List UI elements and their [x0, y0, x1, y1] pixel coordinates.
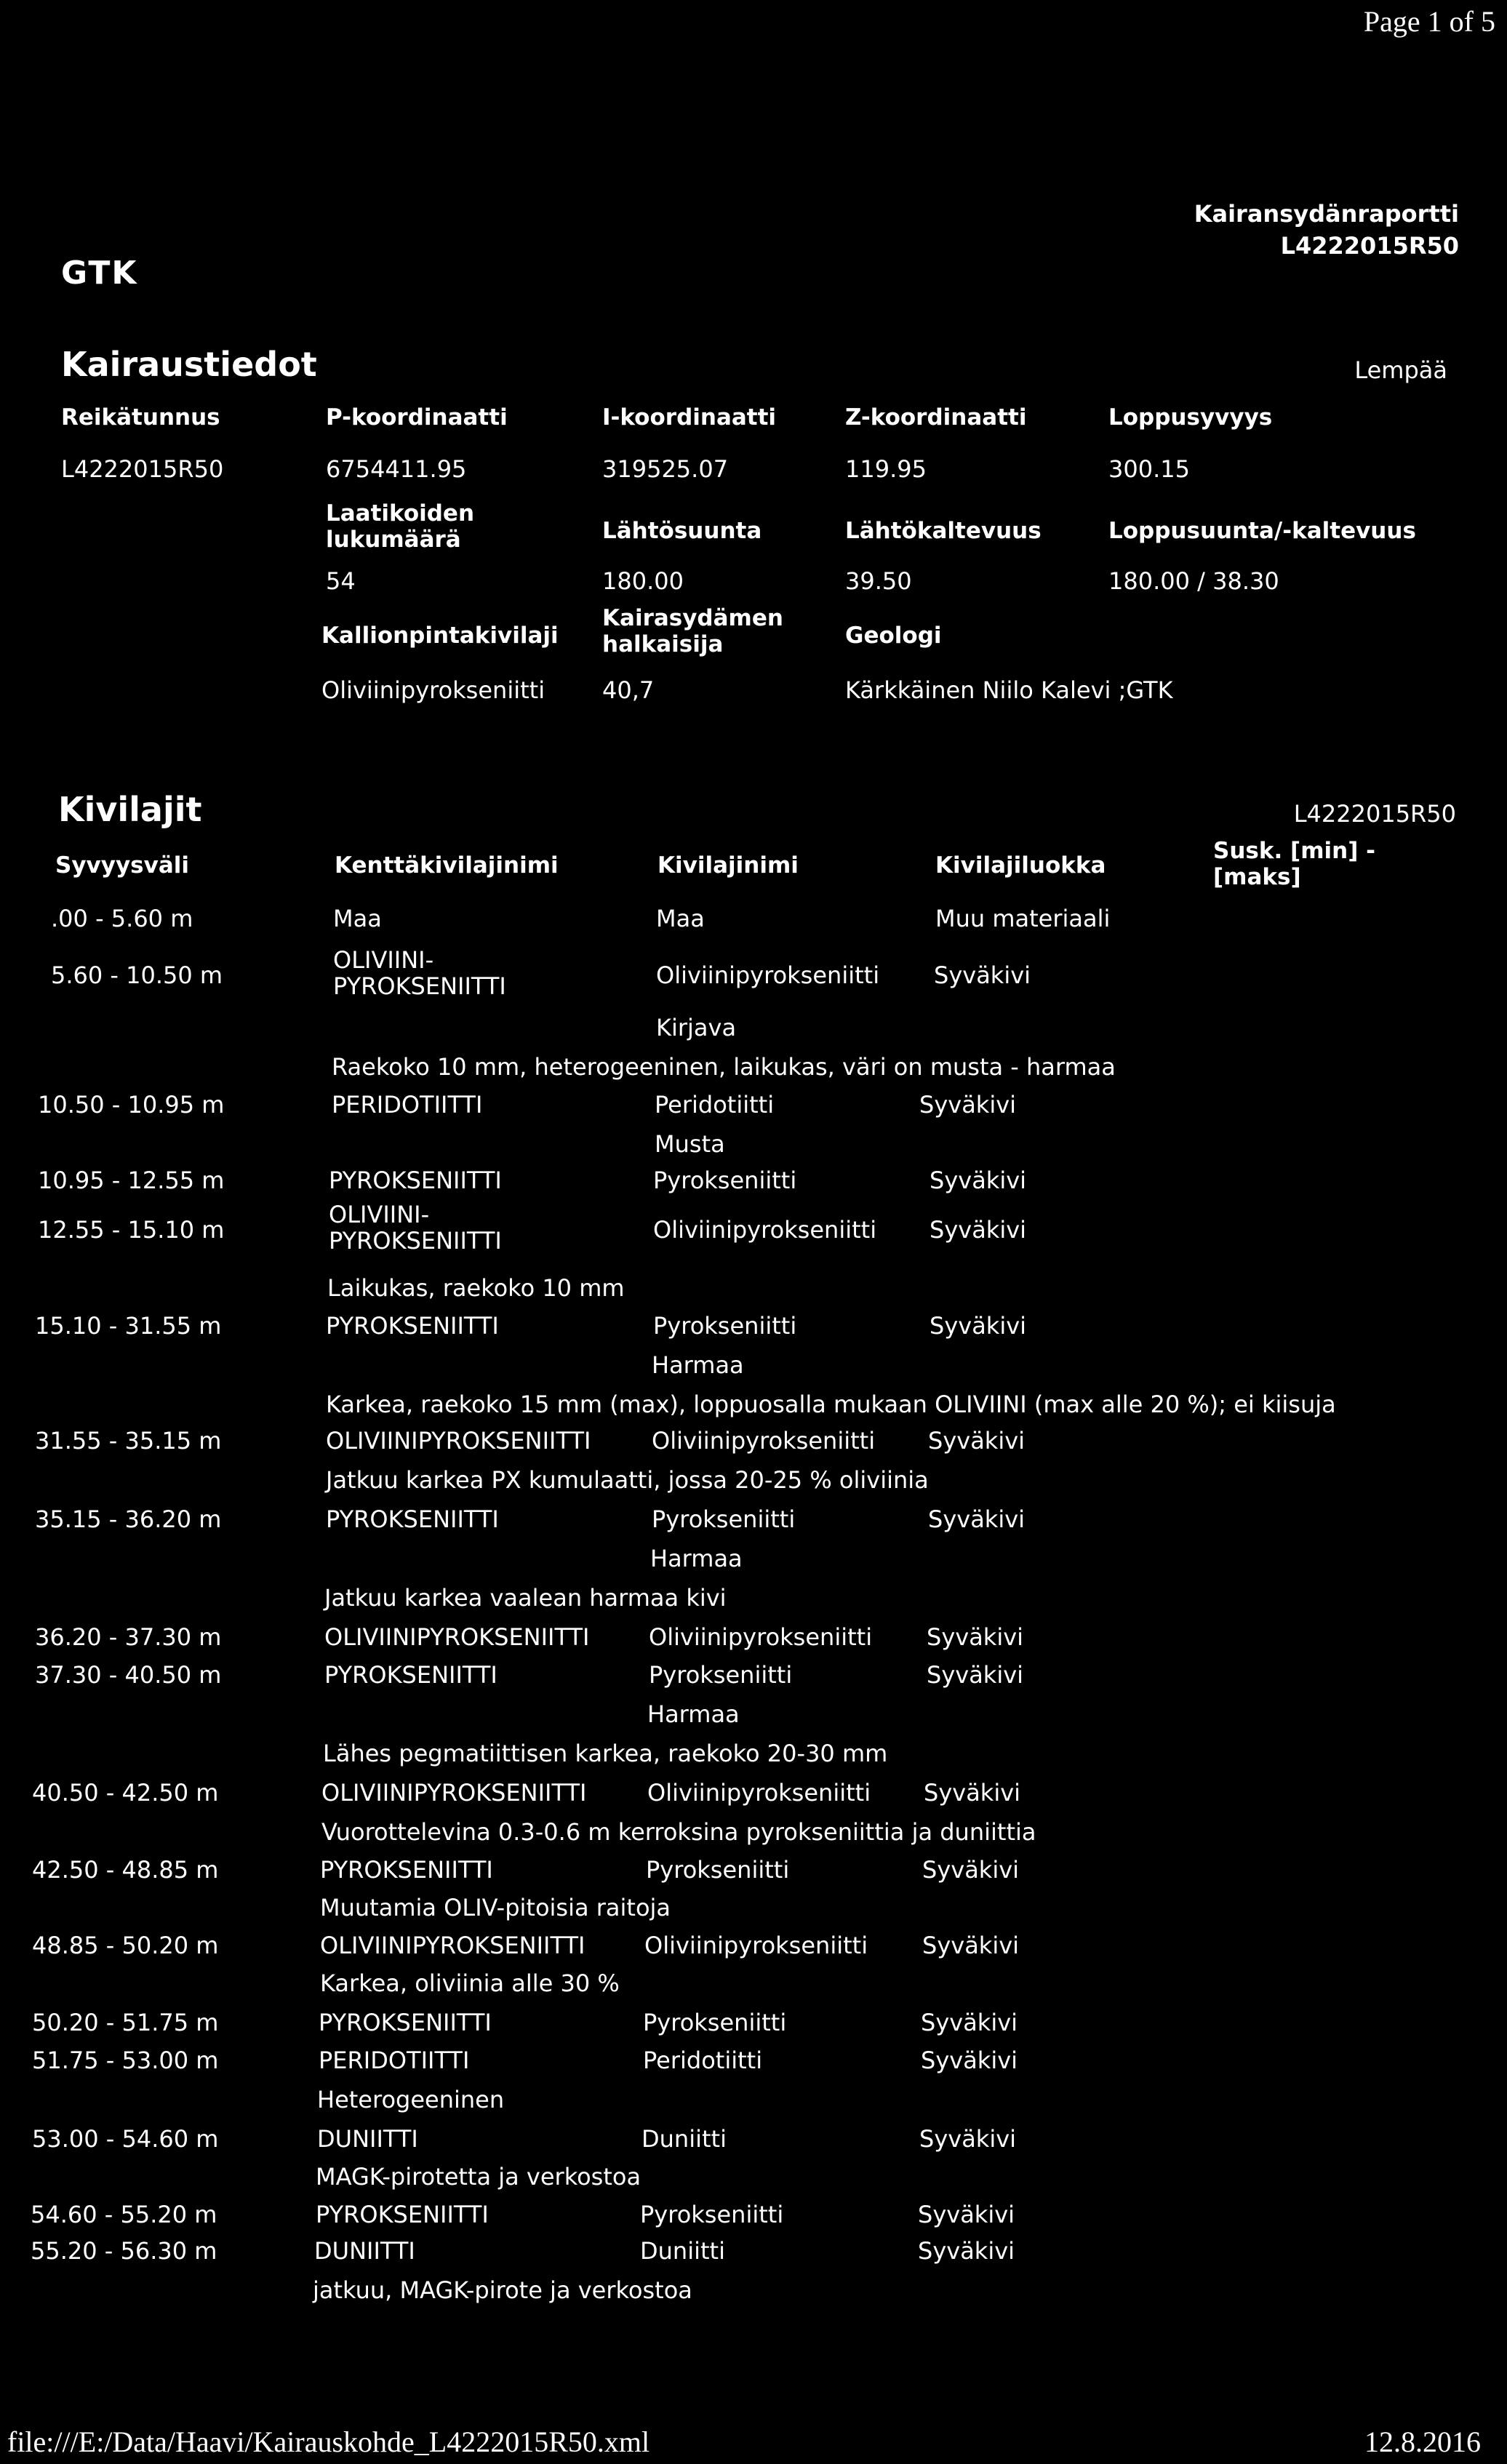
halkaisija-value: 40,7	[602, 676, 655, 704]
description-text: Karkea, raekoko 15 mm (max), loppuosalla mukaan OLIVIINI (max alle 20 %); ei kiisuja	[326, 1391, 1336, 1418]
rock-name-cell: Pyrokseniitti	[653, 1312, 797, 1340]
kenttakivilajinimi-header: Kenttäkivilajinimi	[335, 852, 559, 879]
footer-file-path: file:///E:/Data/Haavi/Kairauskohde_L4222015R50.xml	[7, 2425, 650, 2458]
z-koordinaatti-value: 119.95	[845, 455, 927, 483]
report-title-line2: L4222015R50	[1280, 232, 1459, 260]
depth-cell: 42.50 - 48.85 m	[32, 1856, 219, 1884]
field-name-line2: PYROKSENIITTI	[333, 972, 506, 1000]
description-text: Raekoko 10 mm, heterogeeninen, laikukas, väri on musta - harmaa	[332, 1053, 1116, 1081]
halkaisija-label-line2: halkaisija	[602, 631, 724, 657]
reikatunnus-label: Reikätunnus	[61, 404, 220, 431]
description-text: Muutamia OLIV-pitoisia raitoja	[320, 1894, 671, 1921]
kivilajit-title: Kivilajit	[58, 790, 202, 829]
rock-name-cell: Duniitti	[640, 2237, 725, 2265]
field-name-cell: PYROKSENIITTI	[326, 1505, 499, 1533]
field-name-cell: PYROKSENIITTI	[319, 2009, 492, 2036]
depth-cell: 55.20 - 56.30 m	[31, 2237, 217, 2265]
kivilajinimi-header: Kivilajinimi	[657, 852, 799, 879]
p-koordinaatti-value: 6754411.95	[326, 455, 467, 483]
laatikoiden-label-line1: Laatikoiden	[326, 500, 475, 527]
field-name-cell	[333, 947, 506, 999]
description-text: Jatkuu karkea vaalean harmaa kivi	[324, 1584, 727, 1612]
field-name-cell: DUNIITTI	[314, 2237, 415, 2265]
field-name-line1: OLIVIINI-	[333, 946, 434, 974]
depth-cell: 54.60 - 55.20 m	[31, 2201, 217, 2228]
rock-class-cell: Muu materiaali	[935, 905, 1111, 932]
kivilajiluokka-header: Kivilajiluokka	[935, 852, 1106, 879]
field-name-cell: OLIVIINIPYROKSENIITTI	[324, 1623, 590, 1651]
rock-name-cell: Oliviinipyrokseniitti	[644, 1932, 868, 1959]
depth-cell: 53.00 - 54.60 m	[32, 2125, 219, 2153]
loppusyvyys-label: Loppusyvyys	[1108, 404, 1273, 431]
description-text: MAGK-pirotetta ja verkostoa	[316, 2163, 641, 2191]
description-text: Vuorottelevina 0.3-0.6 m kerroksina pyrokseniittia ja duniittia	[321, 1818, 1036, 1846]
field-name-cell: PERIDOTIITTI	[332, 1091, 483, 1119]
rock-class-cell: Syväkivi	[934, 961, 1031, 989]
depth-cell: 51.75 - 53.00 m	[32, 2047, 219, 2074]
i-koordinaatti-value: 319525.07	[602, 455, 729, 483]
rock-class-cell: Syväkivi	[927, 1623, 1024, 1651]
depth-cell: 35.15 - 36.20 m	[35, 1505, 222, 1533]
description-text: Laikukas, raekoko 10 mm	[327, 1274, 625, 1302]
field-name-cell: PYROKSENIITTI	[316, 2201, 489, 2228]
loppusuunta-value: 180.00 / 38.30	[1108, 567, 1279, 595]
rock-class-cell: Syväkivi	[919, 1091, 1017, 1119]
description-text: Jatkuu karkea PX kumulaatti, jossa 20-25 % oliviinia	[326, 1466, 929, 1494]
halkaisija-label	[602, 605, 783, 657]
rock-name-cell: Pyrokseniitti	[643, 2009, 787, 2036]
field-name-cell	[329, 1201, 502, 1254]
field-name-cell: PYROKSENIITTI	[324, 1661, 497, 1689]
susk-header-line1: Susk. [min] -	[1213, 838, 1376, 864]
color-text: Musta	[655, 1130, 725, 1158]
report-title-line1: Kairansydänraportti	[1194, 200, 1459, 228]
depth-cell: 50.20 - 51.75 m	[32, 2009, 219, 2036]
color-text: Harmaa	[652, 1351, 744, 1379]
depth-cell: 10.95 - 12.55 m	[38, 1167, 225, 1194]
depth-cell: 15.10 - 31.55 m	[35, 1312, 222, 1340]
field-name-cell: PYROKSENIITTI	[320, 1856, 493, 1884]
depth-cell: 10.50 - 10.95 m	[38, 1091, 225, 1119]
location-label: Lempää	[1354, 356, 1447, 384]
rock-name-cell: Peridotiitti	[655, 1091, 775, 1119]
syvyysvali-header: Syvyysväli	[55, 852, 189, 879]
page-number: Page 1 of 5	[1363, 5, 1495, 38]
field-name-cell: OLIVIINIPYROKSENIITTI	[320, 1932, 585, 1959]
geologi-value: Kärkkäinen Niilo Kalevi ;GTK	[845, 676, 1173, 704]
description-text: jatkuu, MAGK-pirote ja verkostoa	[313, 2276, 692, 2304]
rock-name-cell: Oliviinipyrokseniitti	[649, 1623, 873, 1651]
field-name-line1: OLIVIINI-	[329, 1201, 430, 1228]
color-text: Harmaa	[650, 1545, 743, 1572]
susk-header-line2: [maks]	[1213, 864, 1301, 890]
kairaustiedot-title: Kairaustiedot	[61, 345, 317, 384]
gtk-logo: GTK	[61, 255, 138, 292]
rock-name-cell: Pyrokseniitti	[652, 1505, 796, 1533]
description-text: Lähes pegmatiittisen karkea, raekoko 20-30 mm	[323, 1740, 888, 1767]
footer-date: 12.8.2016	[1364, 2425, 1481, 2458]
depth-cell: 12.55 - 15.10 m	[38, 1216, 225, 1244]
depth-cell: 31.55 - 35.15 m	[35, 1427, 222, 1455]
halkaisija-label-line1: Kairasydämen	[602, 605, 783, 631]
rock-class-cell: Syväkivi	[918, 2201, 1015, 2228]
field-name-cell: OLIVIINIPYROKSENIITTI	[326, 1427, 591, 1455]
i-koordinaatti-label: I-koordinaatti	[602, 404, 777, 431]
rock-name-cell: Pyrokseniitti	[649, 1661, 793, 1689]
rock-class-cell: Syväkivi	[928, 1427, 1026, 1455]
rock-name-cell: Pyrokseniitti	[640, 2201, 784, 2228]
rock-name-cell: Duniitti	[641, 2125, 727, 2153]
rock-class-cell: Syväkivi	[921, 2009, 1018, 2036]
lahtokaltevuus-label: Lähtökaltevuus	[845, 518, 1042, 544]
rock-name-cell: Peridotiitti	[643, 2047, 763, 2074]
depth-cell: .00 - 5.60 m	[51, 905, 193, 932]
kivilajit-hole-id: L4222015R50	[1293, 800, 1456, 828]
kallionpinta-label: Kallionpintakivilaji	[321, 623, 559, 649]
p-koordinaatti-label: P-koordinaatti	[326, 404, 508, 431]
rock-name-cell: Oliviinipyrokseniitti	[647, 1779, 871, 1807]
lahtosuunta-value: 180.00	[602, 567, 684, 595]
rock-class-cell: Syväkivi	[919, 2125, 1017, 2153]
geologi-label: Geologi	[845, 623, 942, 649]
field-name-cell: DUNIITTI	[317, 2125, 418, 2153]
rock-name-cell: Pyrokseniitti	[653, 1167, 797, 1194]
rock-class-cell: Syväkivi	[930, 1312, 1027, 1340]
field-name-cell: PYROKSENIITTI	[329, 1167, 502, 1194]
field-name-cell: PYROKSENIITTI	[326, 1312, 499, 1340]
depth-cell: 48.85 - 50.20 m	[32, 1932, 219, 1959]
rock-class-cell: Syväkivi	[930, 1216, 1027, 1244]
rock-name-cell: Oliviinipyrokseniitti	[656, 961, 880, 989]
depth-cell: 40.50 - 42.50 m	[32, 1779, 219, 1807]
loppusuunta-label: Loppusuunta/-kaltevuus	[1108, 518, 1416, 544]
description-text: Karkea, oliviinia alle 30 %	[320, 1969, 620, 1997]
rock-name-cell: Maa	[656, 905, 705, 932]
field-name-cell: Maa	[333, 905, 382, 932]
reikatunnus-value: L4222015R50	[61, 455, 224, 483]
rock-class-cell: Syväkivi	[921, 2047, 1018, 2074]
loppusyvyys-value: 300.15	[1108, 455, 1190, 483]
rock-class-cell: Syväkivi	[928, 1505, 1026, 1533]
depth-cell: 37.30 - 40.50 m	[35, 1661, 222, 1689]
report-title	[1194, 198, 1459, 262]
rock-class-cell: Syväkivi	[918, 2237, 1015, 2265]
z-koordinaatti-label: Z-koordinaatti	[845, 404, 1027, 431]
description-text: Heterogeeninen	[317, 2086, 505, 2113]
susk-header	[1213, 838, 1375, 890]
laatikoiden-value: 54	[326, 567, 356, 595]
rock-class-cell: Syväkivi	[924, 1779, 1021, 1807]
rock-name-cell: Oliviinipyrokseniitti	[652, 1427, 876, 1455]
rock-class-cell: Syväkivi	[922, 1856, 1020, 1884]
kallionpinta-value: Oliviinipyrokseniitti	[321, 676, 545, 704]
rock-class-cell: Syväkivi	[930, 1167, 1027, 1194]
rock-class-cell: Syväkivi	[922, 1932, 1020, 1959]
depth-cell: 36.20 - 37.30 m	[35, 1623, 222, 1651]
lahtosuunta-label: Lähtösuunta	[602, 518, 762, 544]
rock-name-cell: Pyrokseniitti	[646, 1856, 790, 1884]
field-name-cell: OLIVIINIPYROKSENIITTI	[321, 1779, 587, 1807]
field-name-cell: PERIDOTIITTI	[319, 2047, 470, 2074]
rock-name-cell: Oliviinipyrokseniitti	[653, 1216, 877, 1244]
depth-cell: 5.60 - 10.50 m	[51, 961, 223, 989]
color-text: Harmaa	[647, 1700, 740, 1728]
rock-class-cell: Syväkivi	[927, 1661, 1024, 1689]
color-text: Kirjava	[656, 1014, 737, 1041]
laatikoiden-label	[326, 500, 474, 553]
laatikoiden-label-line2: lukumäärä	[326, 527, 461, 553]
field-name-line2: PYROKSENIITTI	[329, 1227, 502, 1255]
lahtokaltevuus-value: 39.50	[845, 567, 912, 595]
